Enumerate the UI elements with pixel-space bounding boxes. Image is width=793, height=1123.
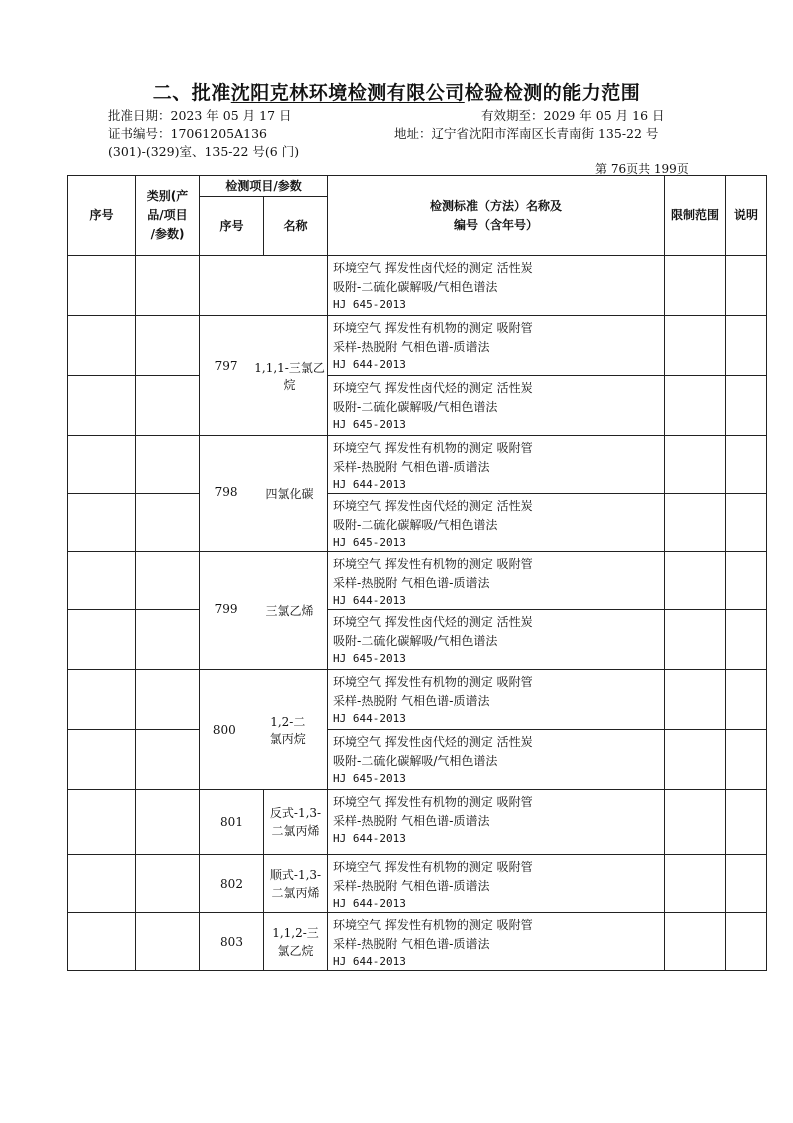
standard-line1: 环境空气 挥发性有机物的测定 吸附管 [333, 795, 533, 809]
cell-category [136, 790, 200, 855]
item-name: 反式-1,3-二氯丙烯 [264, 790, 328, 855]
cell-limit [665, 913, 726, 971]
cell-seq [68, 855, 136, 913]
header-item-name: 名称 [264, 197, 328, 256]
item-name: 顺式-1,3-二氯丙烯 [264, 855, 328, 913]
cell-limit [665, 552, 726, 610]
cell-note [726, 670, 767, 730]
cell-note [726, 610, 767, 670]
table-header [68, 176, 767, 256]
standard-line1: 环境空气 挥发性有机物的测定 吸附管 [333, 321, 533, 335]
cell-category [136, 552, 200, 610]
capability-table [67, 175, 767, 971]
standard-code: HJ 644-2013 [333, 594, 406, 607]
cell-limit [665, 610, 726, 670]
cell-item [200, 552, 328, 670]
standard-cell [328, 855, 665, 913]
header-limit: 限制范围 [665, 176, 726, 256]
cell-item [200, 256, 328, 316]
page-number: 第 76页共 199页 [595, 162, 689, 176]
cell-seq [68, 494, 136, 552]
standard-cell [328, 376, 665, 436]
item-name: 四氯化碳 [265, 487, 314, 501]
standard-code: HJ 645-2013 [333, 536, 406, 549]
item-number: 800 [212, 722, 236, 737]
cell-seq [68, 790, 136, 855]
standard-cell [328, 610, 665, 670]
address: 地址：辽宁省沈阳市浑南区长青南街 135-22 号 [394, 126, 659, 141]
cell-limit [665, 730, 726, 790]
approval-date: 批准日期：2023 年 05 月 17 日 [108, 108, 292, 123]
standard-code: HJ 644-2013 [333, 897, 406, 910]
standard-line2: 吸附-二硫化碳解吸/气相色谱法 [333, 518, 498, 532]
cell-category [136, 730, 200, 790]
standard-cell [328, 913, 665, 971]
cell-category [136, 256, 200, 316]
standard-line1: 环境空气 挥发性卤代烃的测定 活性炭 [333, 499, 533, 513]
cell-limit [665, 790, 726, 855]
standard-line1: 环境空气 挥发性有机物的测定 吸附管 [333, 918, 533, 932]
cell-note [726, 913, 767, 971]
header-note: 说明 [726, 176, 767, 256]
standard-line2: 采样-热脱附 气相色谱-质谱法 [333, 340, 490, 354]
header-standard-line2: 编号（含年号） [454, 217, 539, 232]
standard-line1: 环境空气 挥发性卤代烃的测定 活性炭 [333, 615, 533, 629]
cell-item [200, 670, 328, 790]
standard-code: HJ 645-2013 [333, 298, 406, 311]
cell-seq [68, 436, 136, 494]
standard-code: HJ 645-2013 [333, 772, 406, 785]
certificate-number: 证书编号：17061205A136 [108, 126, 268, 141]
cell-seq [68, 670, 136, 730]
standard-code: HJ 644-2013 [333, 955, 406, 968]
item-number: 803 [200, 913, 264, 971]
item-number: 798 [214, 485, 238, 499]
item-number: 799 [214, 602, 238, 616]
title-suffix: 检验检测的能力范围 [464, 82, 641, 104]
header-category [136, 176, 200, 256]
title-prefix: 二、批准 [152, 82, 231, 104]
item-name: 三氯乙烯 [265, 604, 314, 618]
header-seq: 序号 [68, 176, 136, 256]
cell-note [726, 552, 767, 610]
cell-seq [68, 610, 136, 670]
standard-line1: 环境空气 挥发性有机物的测定 吸附管 [333, 860, 533, 874]
cell-seq [68, 730, 136, 790]
table-row [68, 494, 767, 552]
header-category-line3: /参数) [150, 227, 185, 241]
table-row [68, 552, 767, 610]
table-row [68, 316, 767, 376]
standard-cell [328, 436, 665, 494]
address-continued: (301)-(329)室、135-22 号(6 门) [108, 144, 300, 159]
standard-cell [328, 730, 665, 790]
cell-category [136, 376, 200, 436]
cell-note [726, 855, 767, 913]
cell-item [200, 316, 328, 436]
cell-note [726, 436, 767, 494]
item-number: 801 [200, 790, 264, 855]
standard-line2: 采样-热脱附 气相色谱-质谱法 [333, 879, 490, 893]
cell-seq [68, 256, 136, 316]
standard-line2: 采样-热脱附 气相色谱-质谱法 [333, 937, 490, 951]
cell-seq [68, 913, 136, 971]
item-name: 1,2-二氯丙烷 [269, 714, 306, 746]
title-organization: 沈阳克林环境检测有限公司 [230, 82, 465, 104]
cell-seq [68, 376, 136, 436]
table-row [68, 855, 767, 913]
cell-limit [665, 855, 726, 913]
standard-code: HJ 645-2013 [333, 418, 406, 431]
standard-cell [328, 670, 665, 730]
standard-line2: 吸附-二硫化碳解吸/气相色谱法 [333, 280, 498, 294]
standard-line1: 环境空气 挥发性有机物的测定 吸附管 [333, 675, 533, 689]
cell-note [726, 376, 767, 436]
cell-category [136, 913, 200, 971]
cell-limit [665, 376, 726, 436]
standard-code: HJ 645-2013 [333, 652, 406, 665]
standard-line1: 环境空气 挥发性有机物的测定 吸附管 [333, 557, 533, 571]
header-standard [328, 176, 665, 256]
header-category-line1: 类别(产 [146, 189, 189, 203]
cell-limit [665, 494, 726, 552]
table-row [68, 730, 767, 790]
cell-note [726, 494, 767, 552]
header-item-seq: 序号 [200, 197, 264, 256]
cell-limit [665, 436, 726, 494]
table-row [68, 376, 767, 436]
standard-line2: 采样-热脱附 气相色谱-质谱法 [333, 460, 490, 474]
table-row [68, 256, 767, 316]
standard-cell [328, 316, 665, 376]
table-row [68, 790, 767, 855]
standard-line1: 环境空气 挥发性卤代烃的测定 活性炭 [333, 261, 533, 275]
standard-line1: 环境空气 挥发性有机物的测定 吸附管 [333, 441, 533, 455]
cell-category [136, 436, 200, 494]
standard-line2: 采样-热脱附 气相色谱-质谱法 [333, 576, 490, 590]
item-name: 1,1,1-三氯乙烷 [254, 360, 325, 392]
standard-code: HJ 644-2013 [333, 478, 406, 491]
cell-item [200, 436, 328, 552]
cell-seq [68, 316, 136, 376]
table-row [68, 670, 767, 730]
standard-cell [328, 552, 665, 610]
item-number: 797 [214, 358, 238, 373]
cell-category [136, 494, 200, 552]
item-number: 802 [200, 855, 264, 913]
standard-cell [328, 790, 665, 855]
standard-cell [328, 256, 665, 316]
standard-code: HJ 644-2013 [333, 832, 406, 845]
standard-line2: 吸附-二硫化碳解吸/气相色谱法 [333, 400, 498, 414]
cell-note [726, 730, 767, 790]
header-item-group: 检测项目/参数 [200, 176, 328, 197]
standard-line2: 吸附-二硫化碳解吸/气相色谱法 [333, 634, 498, 648]
header-category-line2: 品/项目 [147, 208, 188, 222]
page-title [0, 78, 793, 105]
header-standard-line1: 检测标准（方法）名称及 [430, 198, 563, 213]
table-row [68, 436, 767, 494]
cell-limit [665, 670, 726, 730]
standard-line2: 采样-热脱附 气相色谱-质谱法 [333, 814, 490, 828]
cell-limit [665, 256, 726, 316]
standard-line1: 环境空气 挥发性卤代烃的测定 活性炭 [333, 735, 533, 749]
cell-category [136, 316, 200, 376]
cell-seq [68, 552, 136, 610]
standard-line1: 环境空气 挥发性卤代烃的测定 活性炭 [333, 381, 533, 395]
cell-category [136, 670, 200, 730]
standard-line2: 吸附-二硫化碳解吸/气相色谱法 [333, 754, 498, 768]
table-row [68, 610, 767, 670]
cell-note [726, 316, 767, 376]
cell-note [726, 790, 767, 855]
cell-category [136, 610, 200, 670]
cell-note [726, 256, 767, 316]
standard-code: HJ 644-2013 [333, 712, 406, 725]
cell-category [136, 855, 200, 913]
table-row [68, 913, 767, 971]
valid-until: 有效期至：2029 年 05 月 16 日 [481, 108, 665, 123]
cell-limit [665, 316, 726, 376]
standard-line2: 采样-热脱附 气相色谱-质谱法 [333, 694, 490, 708]
standard-code: HJ 644-2013 [333, 358, 406, 371]
standard-cell [328, 494, 665, 552]
item-name: 1,1,2-三氯乙烷 [264, 913, 328, 971]
